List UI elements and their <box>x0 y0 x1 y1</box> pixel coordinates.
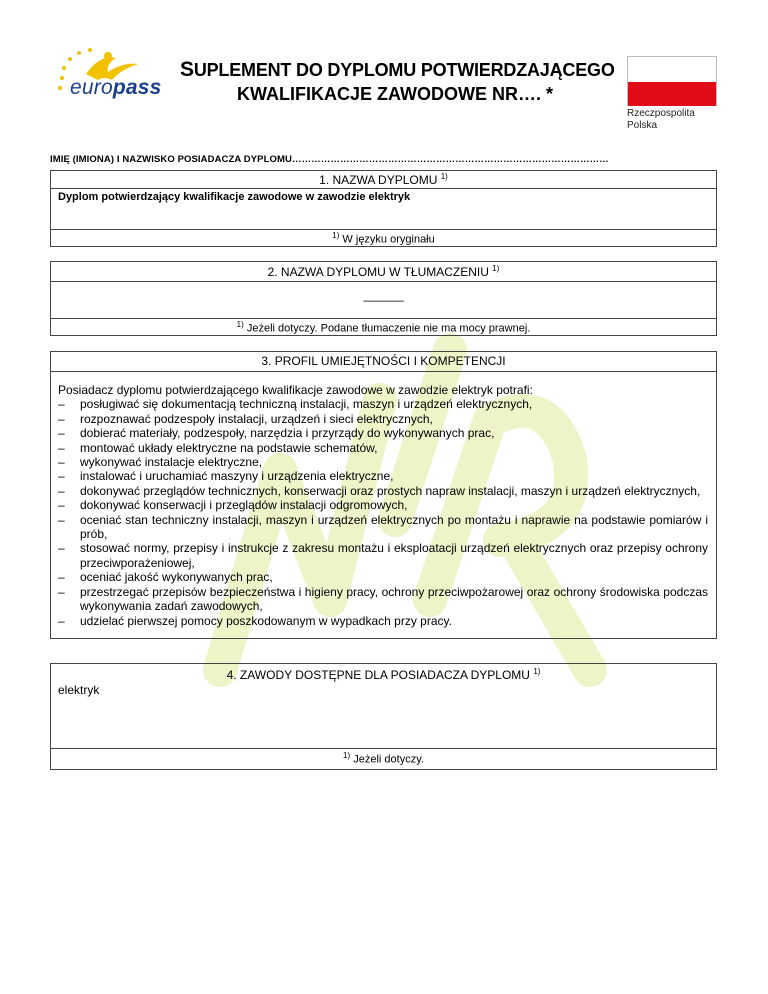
list-item: – przestrzegać przepisów bezpieczeństwa i higieny pracy, ochrony przeciwpożarowej oraz ochrony środowiska podczas wykonywania zadań zawodowych, <box>58 584 708 614</box>
document-title-line2: KWALIFIKACJE ZAWODOWE NR…. * <box>237 84 553 104</box>
list-item: – dokonywać przeglądów technicznych, konserwacji oraz prostych napraw instalacji, maszyn i urządzeń elektrycznych, <box>58 483 701 498</box>
list-item: – udzielać pierwszej pomocy poszkodowanym w wypadkach przy pracy. <box>58 613 452 628</box>
list-item: – stosować normy, przepisy i instrukcje z zakresu montażu i eksploatacji urządzeń elektrycznych oraz przepisy ochrony przeciwporażeniowej, <box>58 541 708 570</box>
section-heading: 3. PROFIL UMIEJĘTNOŚCI I KOMPETENCJI <box>261 354 506 368</box>
list-item: – oceniać stan techniczny instalacji, maszyn i urządzeń elektrycznych po montażu i naprawie na podstawie pomiarów i prób, <box>58 512 708 542</box>
section-diploma-name <box>50 170 717 247</box>
section-heading: 4. ZAWODY DOSTĘPNE DLA POSIADACZA DYPLOMU $^{1)}$ <box>226 667 541 682</box>
section-heading: 2. NAZWA DYPLOMU W TŁUMACZENIU $^{1)}$ <box>267 264 500 279</box>
skills-list <box>58 383 708 628</box>
polish-flag-icon <box>627 56 717 106</box>
holder-name-field: IMIĘ (IMIONA) I NAZWISKO POSIADACZA DYPLOMU……………………………………………………………………………………… <box>50 154 609 165</box>
section-occupations <box>50 663 717 770</box>
document-title-line1: SUPLEMENT DO DYPLOMU POTWIERDZAJĄCEGO <box>180 58 615 81</box>
country-name: Rzeczpospolita Polska <box>627 108 695 131</box>
section-heading: 1. NAZWA DYPLOMU $^{1)}$ <box>319 172 448 187</box>
section-skills-profile <box>50 351 717 639</box>
list-item: – oceniać jakość wykonywanych prac, <box>58 570 273 585</box>
list-item: – dokonywać konserwacji i przeglądów instalacji odgromowych, <box>58 498 408 513</box>
section-footnote: $^{1)}$ Jeżeli dotyczy. <box>343 751 424 766</box>
section-diploma-translation <box>50 261 717 336</box>
skills-intro: Posiadacz dyplomu potwierdzającego kwalifikacje zawodowe w zawodzie elektryk potrafi: <box>58 383 533 397</box>
europass-logo-text: europass <box>70 76 162 99</box>
occupation-value: elektryk <box>58 683 100 697</box>
list-item: – rozpoznawać podzespoły instalacji, urządzeń i sieci elektrycznych, <box>58 411 433 426</box>
section-footnote: $^{1)}$ Jeżeli dotyczy. Podane tłumaczenie nie ma mocy prawnej. <box>236 320 531 335</box>
list-item: – instalować i uruchamiać maszyny i urządzenia elektryczne, <box>58 469 394 484</box>
diploma-name-value: Dyplom potwierdzający kwalifikacje zawodowe w zawodzie elektryk <box>58 191 411 203</box>
section-footnote: $^{1)}$ W języku oryginału <box>332 231 435 246</box>
list-item: – dobierać materiały, podzespoły, narzędzia i przyrządy do wykonywanych prac, <box>58 426 495 441</box>
list-item: – montować układy elektryczne na podstawie schematów, <box>58 440 378 455</box>
list-item: – wykonywać instalacje elektryczne, <box>58 455 263 470</box>
list-item: – posługiwać się dokumentacją techniczną instalacji, maszyn i urządzeń elektrycznych, <box>58 397 533 412</box>
translation-value: ______ <box>363 288 404 302</box>
